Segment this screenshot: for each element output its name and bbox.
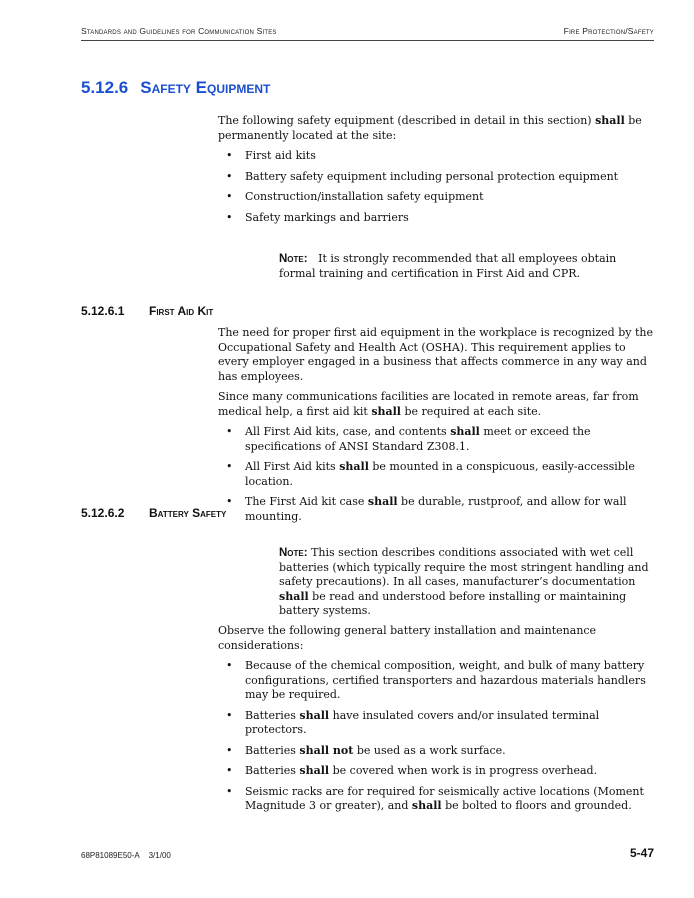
list-item: • Batteries shall have insulated covers and/or insulated terminal protectors. — [218, 709, 654, 738]
list-item: • Battery safety equipment including personal protection equipment — [218, 170, 654, 185]
section-heading — [81, 78, 270, 98]
list-item: • All First Aid kits shall be mounted in a conspicuous, easily-accessible location. — [218, 460, 654, 489]
list-item: • Construction/installation safety equipment — [218, 190, 654, 205]
subsection-heading-battery — [81, 506, 226, 520]
paragraph: The need for proper first aid equipment in the workplace is recognized by the Occupational Safety and Health Act (OSHA). This requirement applies to every employer engaged in a business that affects commerce in any way and has employees. — [218, 326, 653, 383]
section-title: Safety Equipment — [140, 78, 271, 97]
footer-doc-info — [81, 851, 171, 860]
doc-id: 68P81089E50-A — [81, 851, 140, 860]
list-item: • Seismic racks are for required for seismically active locations (Moment Magnitude 3 or greater), and shall be bolted to floors and grounded. — [218, 785, 654, 814]
note-label: Note: — [279, 547, 308, 559]
battery-note: Note: This section describes conditions associated with wet cell batteries (which typically require the most stringent handling and safety precautions). In all cases, manufacturer’s documentation shall be read and understood before installing or maintaining battery systems. — [279, 546, 649, 617]
section-number: 5.12.6 — [81, 78, 129, 97]
battery-body — [218, 624, 654, 814]
subsection-title: Battery Safety — [149, 506, 227, 520]
list-item: • First aid kits — [218, 149, 654, 164]
cpr-note — [279, 252, 654, 281]
running-header-right: Fire Protection/Safety — [563, 26, 654, 36]
first-aid-list — [218, 425, 654, 524]
page-number: 5-47 — [629, 846, 654, 860]
list-item: • Batteries shall not be used as a work surface. — [218, 744, 654, 759]
list-item: • Because of the chemical composition, weight, and bulk of many battery configurations, certified transporters and hazardous materials handlers may be required. — [218, 659, 654, 703]
note-text: It is strongly recommended that all employees obtain formal training and certification in First Aid and CPR. — [279, 252, 617, 280]
note-label: Note: — [279, 253, 308, 265]
subsection-heading-first-aid — [81, 304, 213, 318]
paragraph: Observe the following general battery installation and maintenance considerations: — [218, 624, 597, 652]
running-header-left: Standards and Guidelines for Communication Sites — [81, 26, 277, 36]
battery-list — [218, 659, 654, 814]
header-rule — [81, 40, 654, 41]
paragraph: Since many communications facilities are located in remote areas, far from medical help, a first aid kit shall be required at each site. — [218, 390, 639, 418]
list-item: • Batteries shall be covered when work is in progress overhead. — [218, 764, 654, 779]
intro-paragraph: The following safety equipment (described in detail in this section) shall be permanently located at the site: — [218, 114, 642, 142]
safety-equipment-body — [218, 114, 654, 225]
doc-date: 3/1/00 — [148, 851, 171, 860]
list-item: • The First Aid kit case shall be durable, rustproof, and allow for wall mounting. — [218, 495, 654, 524]
subsection-number: 5.12.6.2 — [81, 506, 125, 520]
subsection-title: First Aid Kit — [149, 304, 214, 318]
list-item: • Safety markings and barriers — [218, 211, 654, 226]
first-aid-body — [218, 326, 654, 524]
list-item: • All First Aid kits, case, and contents shall meet or exceed the specifications of ANSI Standard Z308.1. — [218, 425, 654, 454]
equipment-list — [218, 149, 654, 225]
subsection-number: 5.12.6.1 — [81, 304, 125, 318]
